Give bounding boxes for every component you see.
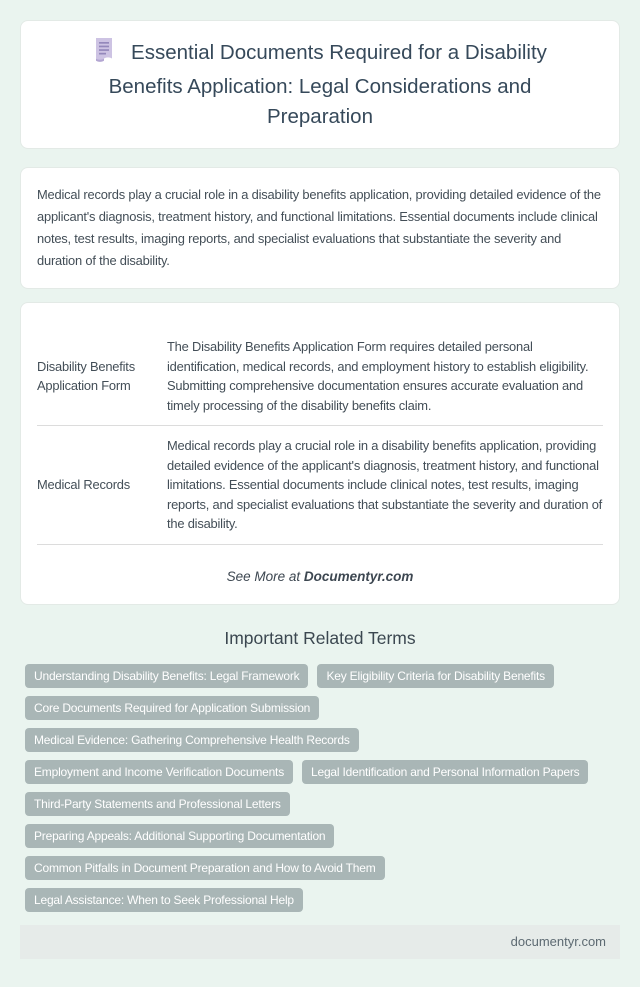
title-card bbox=[20, 20, 620, 149]
page-title bbox=[55, 37, 585, 132]
term-cell: Medical Records bbox=[37, 426, 161, 545]
related-term-tag[interactable]: Preparing Appeals: Additional Supporting Documentation bbox=[25, 824, 334, 848]
tag-row bbox=[25, 888, 615, 912]
related-terms-heading: Important Related Terms bbox=[224, 627, 416, 648]
description-cell: The Disability Benefits Application Form requires detailed personal identification, medical records, and employment history to establish eligibility. Submitting comprehensive documentation ensures accurate evaluation and timely processing of the disability benefits claim. bbox=[161, 327, 603, 426]
related-term-tag[interactable]: Understanding Disability Benefits: Legal Framework bbox=[25, 664, 308, 688]
documents-card bbox=[20, 302, 620, 605]
tag-row bbox=[25, 696, 615, 720]
table-row bbox=[37, 426, 603, 545]
related-term-tag[interactable]: Core Documents Required for Application Submission bbox=[25, 696, 319, 720]
page-title-text: Essential Documents Required for a Disability Benefits Application: Legal Considerations and Preparation bbox=[108, 41, 547, 128]
related-term-tag[interactable]: Employment and Income Verification Documents bbox=[25, 760, 293, 784]
tag-row bbox=[25, 728, 615, 752]
related-term-tag[interactable]: Third-Party Statements and Professional Letters bbox=[25, 792, 290, 816]
tag-row bbox=[25, 760, 615, 784]
intro-text: Medical records play a crucial role in a disability benefits application, providing detailed evidence of the applicant's diagnosis, treatment history, and functional limitations. Essential documents include clinical notes, test results, imaging reports, and specialist evaluations that substantiate the severity and duration of the disability. bbox=[37, 187, 601, 268]
documents-table bbox=[37, 327, 603, 545]
tag-row bbox=[25, 792, 615, 816]
related-term-tag[interactable]: Medical Evidence: Gathering Comprehensive Health Records bbox=[25, 728, 359, 752]
related-term-tag[interactable]: Common Pitfalls in Document Preparation and How to Avoid Them bbox=[25, 856, 385, 880]
related-term-tag[interactable]: Legal Identification and Personal Information Papers bbox=[302, 760, 588, 784]
tag-row bbox=[25, 824, 615, 848]
related-term-tag[interactable]: Key Eligibility Criteria for Disability Benefits bbox=[317, 664, 553, 688]
related-term-tag[interactable]: Legal Assistance: When to Seek Professional Help bbox=[25, 888, 303, 912]
table-row bbox=[37, 327, 603, 426]
intro-card bbox=[20, 167, 620, 289]
term-cell: Disability Benefits Application Form bbox=[37, 327, 161, 426]
documentyr-link[interactable]: Documentyr.com bbox=[303, 568, 414, 584]
footer-bar bbox=[20, 925, 620, 959]
related-terms-list bbox=[25, 664, 615, 912]
tag-row bbox=[25, 856, 615, 880]
footer-site-label: documentyr.com bbox=[510, 934, 606, 949]
see-more-prefix: See More at bbox=[226, 568, 304, 584]
receipt-icon bbox=[93, 37, 115, 72]
see-more-note bbox=[37, 569, 603, 584]
description-cell: Medical records play a crucial role in a disability benefits application, providing detailed evidence of the applicant's diagnosis, treatment history, and functional limitations. Essential documents include clinical notes, test results, imaging reports, and specialist evaluations that substantiate the severity and duration of the disability. bbox=[161, 426, 603, 545]
tag-row bbox=[25, 664, 615, 688]
